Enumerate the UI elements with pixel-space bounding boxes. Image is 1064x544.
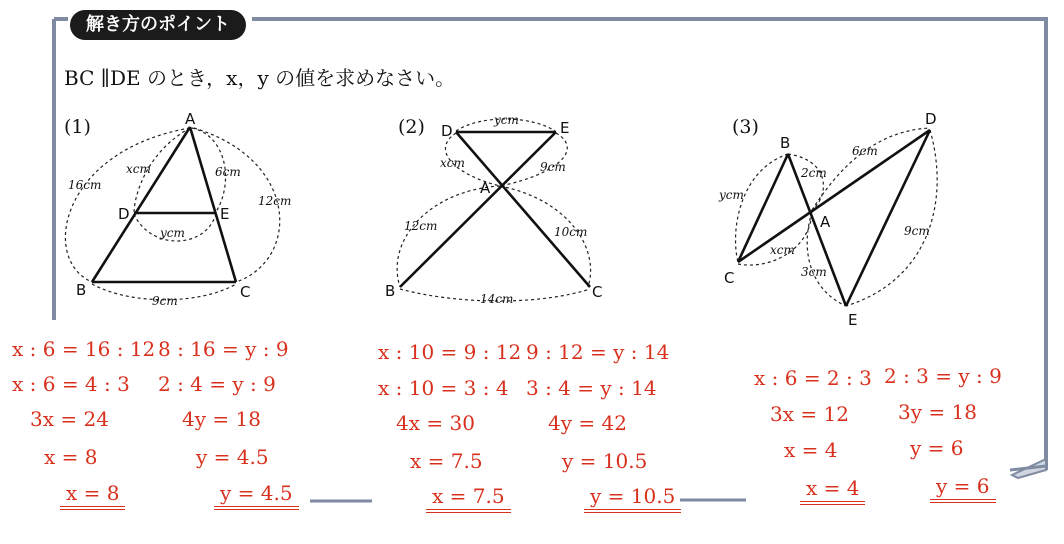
p1-work-x-line: x : 6 = 16 : 12 xyxy=(12,337,156,361)
measure-y: ycm xyxy=(494,113,519,127)
p2-work-x-line: 4x = 30 xyxy=(396,411,475,435)
p2-work-x-line: x : 10 = 9 : 12 xyxy=(378,340,522,364)
vertex-e: E xyxy=(560,119,570,137)
p3-answer-y: y = 6 xyxy=(930,474,996,503)
vertex-b: B xyxy=(780,134,791,152)
p1-work-y-line: y = 4.5 xyxy=(196,445,269,469)
problem-3-label: (3) xyxy=(732,116,759,138)
vertex-c: C xyxy=(240,283,251,301)
measure-de: 9cm xyxy=(904,224,930,238)
p1-work-x-line: 3x = 24 xyxy=(30,407,109,431)
p1-work-y-line: 2 : 4 = y : 9 xyxy=(158,372,276,396)
measure-ae: 3cm xyxy=(801,265,827,279)
vertex-b: B xyxy=(76,281,87,299)
measure-ad: 6cm xyxy=(852,144,878,158)
measure-bc: 14cm xyxy=(480,292,514,306)
p1-work-x-line: x : 6 = 4 : 3 xyxy=(12,372,130,396)
p3-work-x-line: 3x = 12 xyxy=(770,402,849,426)
section-badge: 解き方のポイント xyxy=(70,10,246,40)
measure-ac: 12cm xyxy=(258,194,292,208)
measure-ab: 2cm xyxy=(801,166,827,180)
measure-ab: 12cm xyxy=(404,219,438,233)
measure-x: xcm xyxy=(440,156,465,170)
p1-answer-y: y = 4.5 xyxy=(214,481,299,510)
vertex-d: D xyxy=(441,122,453,140)
vertex-a: A xyxy=(820,213,831,231)
p3-work-y-line: 3y = 18 xyxy=(898,400,977,424)
p1-work-x-line: x = 8 xyxy=(44,445,98,469)
measure-x: xcm xyxy=(126,162,151,176)
vertex-b: B xyxy=(385,282,396,300)
p3-work-x-line: x : 6 = 2 : 3 xyxy=(754,366,872,390)
p2-work-y-line: y = 10.5 xyxy=(562,449,648,473)
p2-work-x-line: x = 7.5 xyxy=(410,449,483,473)
p3-answer-x: x = 4 xyxy=(800,476,865,505)
vertex-e: E xyxy=(220,205,230,223)
vertex-a: A xyxy=(185,110,196,128)
p3-work-x-line: x = 4 xyxy=(784,438,838,462)
p2-work-y-line: 4y = 42 xyxy=(548,411,627,435)
p2-answer-y: y = 10.5 xyxy=(584,484,681,513)
p1-answer-x: x = 8 xyxy=(60,481,125,510)
measure-x: xcm xyxy=(770,243,795,257)
measure-ac: 10cm xyxy=(554,225,588,239)
problem-1-label: (1) xyxy=(64,116,91,138)
vertex-c: C xyxy=(592,283,603,301)
vertex-a: A xyxy=(480,179,491,197)
measure-ae: 6cm xyxy=(215,165,241,179)
p3-work-y-line: y = 6 xyxy=(910,436,964,460)
vertex-c: C xyxy=(724,269,735,287)
segment-cd xyxy=(738,130,930,262)
measure-bc: 9cm xyxy=(152,294,178,308)
problem-instruction: BC ∥DE のとき，x，y の値を求めなさい。 xyxy=(64,66,456,90)
measure-y: ycm xyxy=(160,226,185,240)
p1-work-y-line: 4y = 18 xyxy=(182,407,261,431)
p2-answer-x: x = 7.5 xyxy=(426,484,511,513)
vertex-d: D xyxy=(118,205,130,223)
p1-work-y-line: 8 : 16 = y : 9 xyxy=(158,337,289,361)
measure-ab: 16cm xyxy=(68,178,102,192)
measure-y: ycm xyxy=(719,188,744,202)
vertex-e: E xyxy=(848,311,858,329)
p2-work-y-line: 3 : 4 = y : 14 xyxy=(526,376,657,400)
vertex-d: D xyxy=(925,110,937,128)
p2-work-y-line: 9 : 12 = y : 14 xyxy=(526,340,670,364)
p2-work-x-line: x : 10 = 3 : 4 xyxy=(378,376,509,400)
p3-work-y-line: 2 : 3 = y : 9 xyxy=(884,364,1002,388)
measure-ae: 9cm xyxy=(540,160,566,174)
problem-2-label: (2) xyxy=(398,116,425,138)
